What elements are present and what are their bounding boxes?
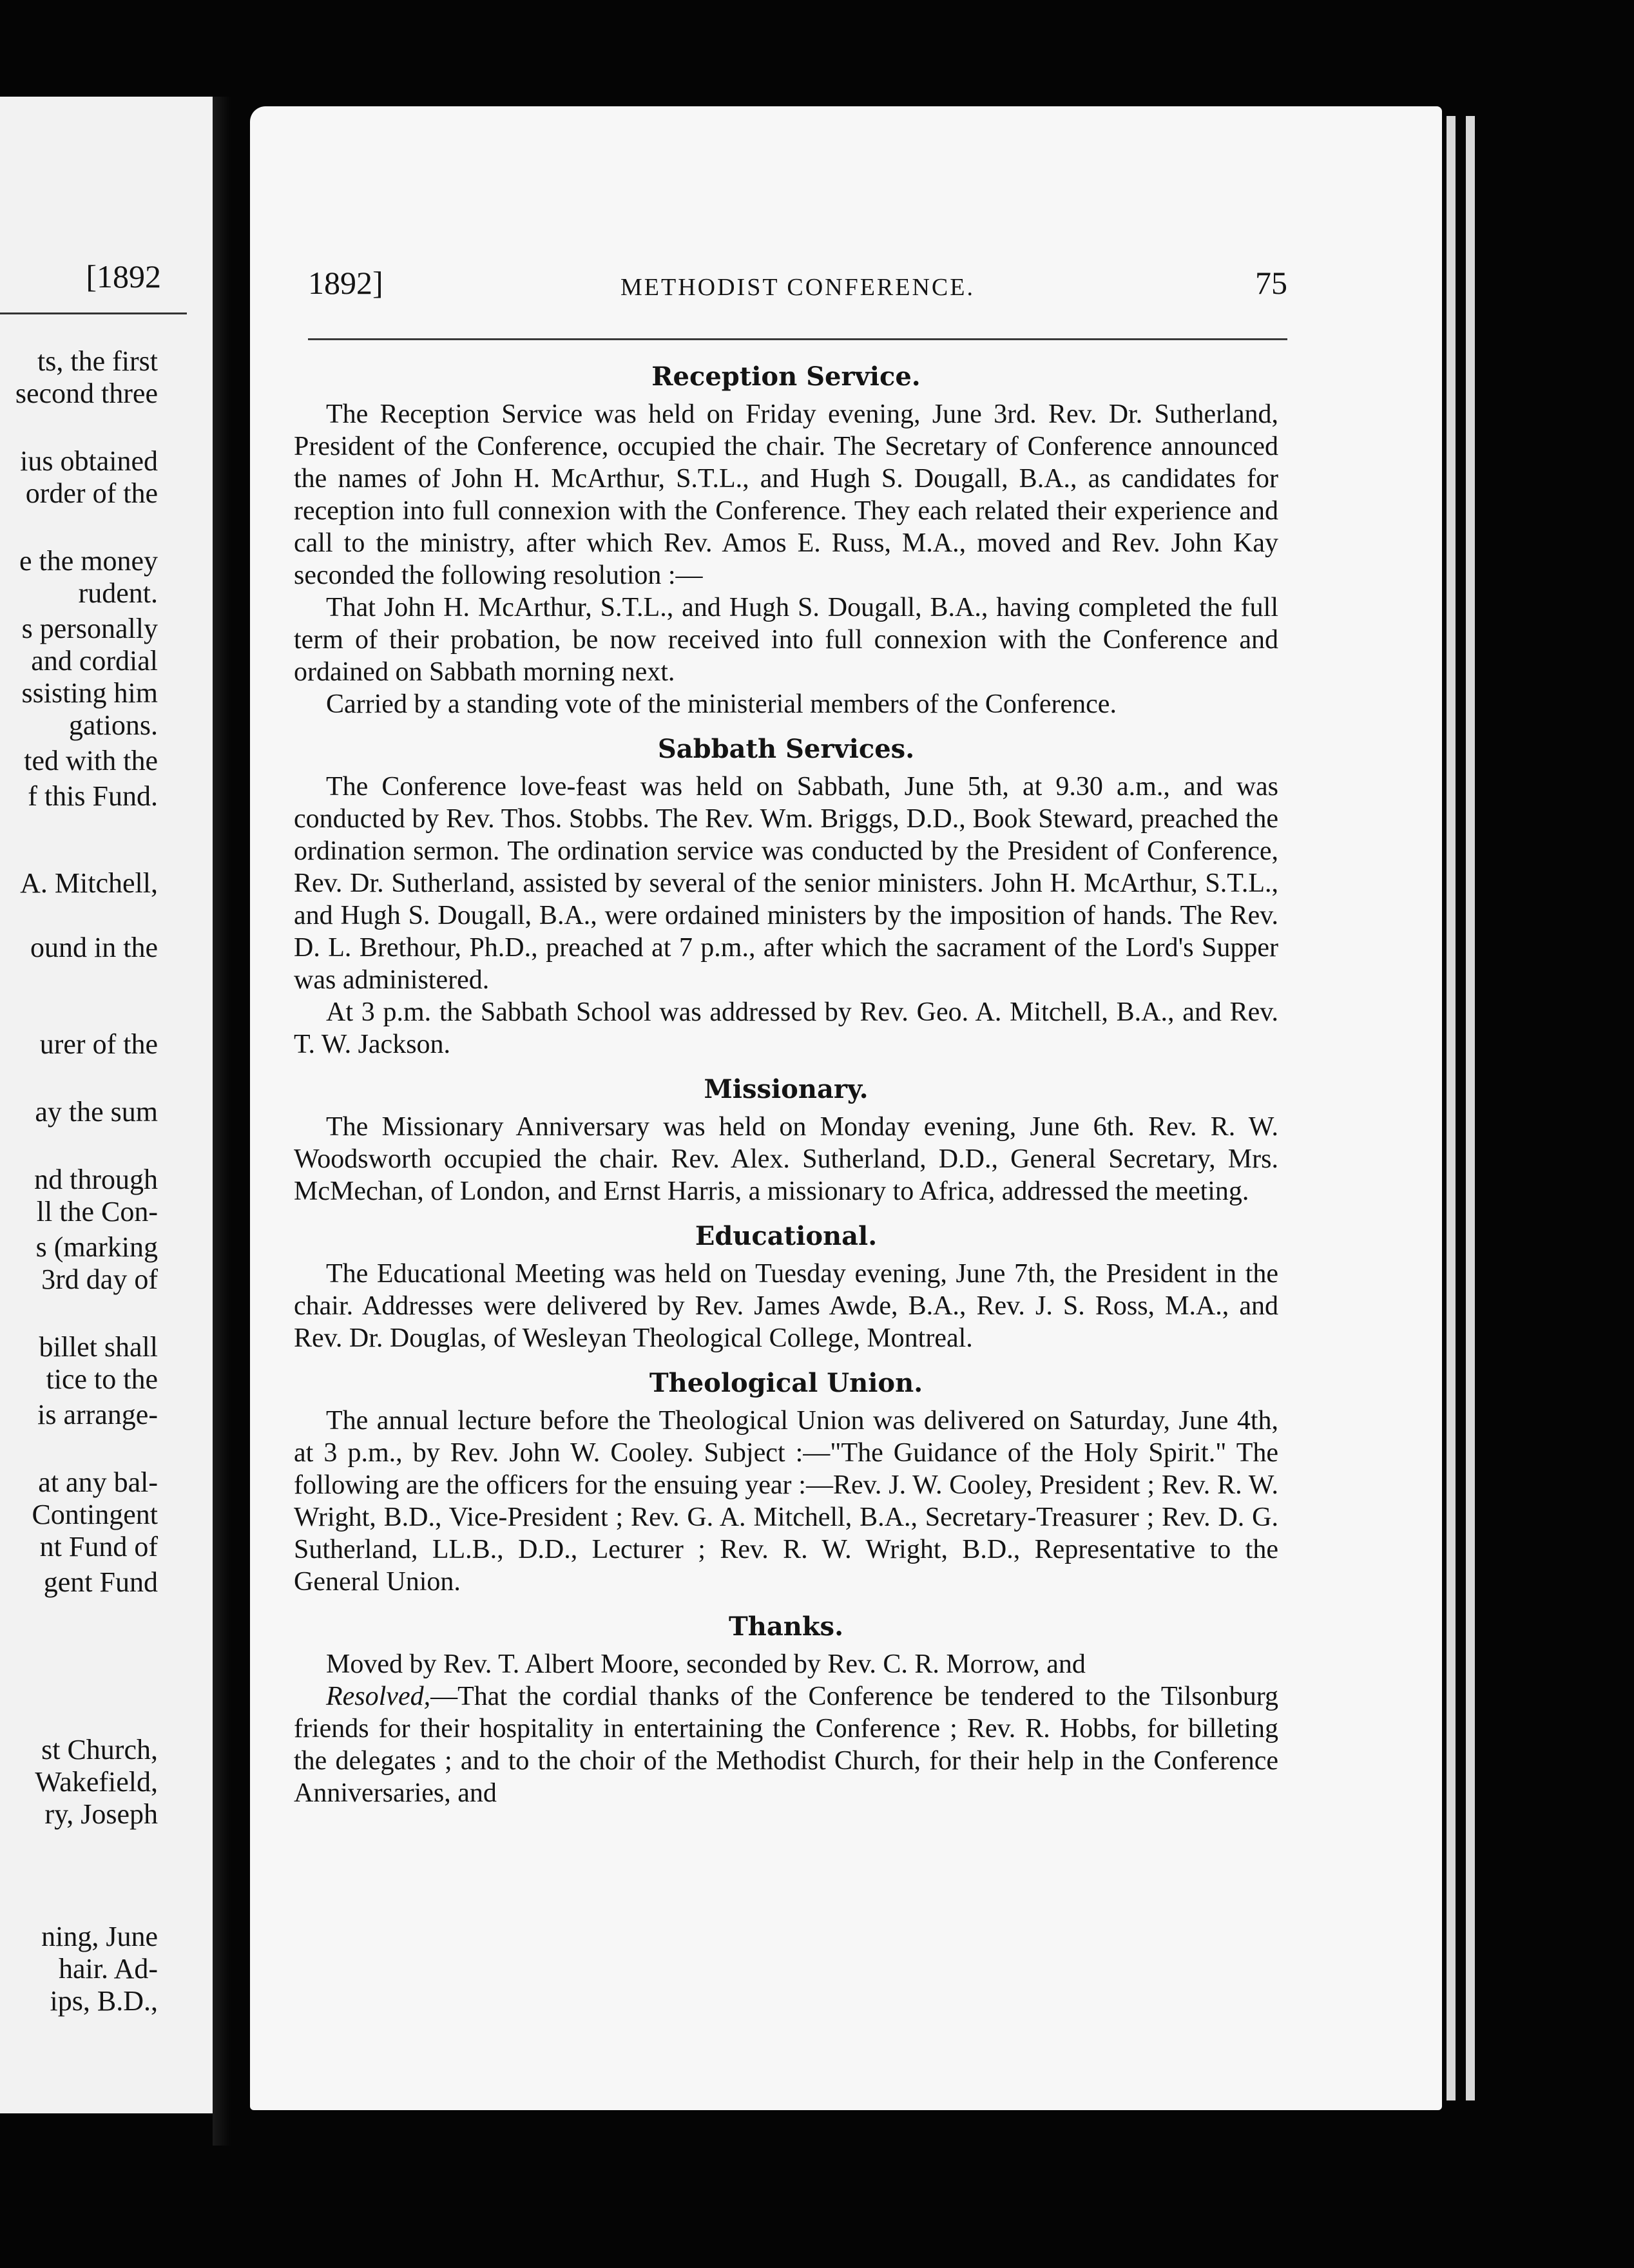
facing-header-rule — [0, 312, 187, 314]
main-page — [250, 106, 1442, 2110]
book-gutter — [213, 97, 231, 2146]
section-heading: Theological Union. — [649, 1368, 923, 1398]
section-heading: Educational. — [695, 1221, 878, 1251]
facing-page-line: rudent. — [78, 577, 158, 609]
header-year: 1892] — [308, 265, 383, 301]
section-heading: Sabbath Services. — [657, 734, 915, 764]
resolved-emphasis: Resolved, — [326, 1682, 431, 1711]
section-paragraph: That John H. McArthur, S.T.L., and Hugh S. Dougall, B.A., having completed the full term of their probation, be now received into full connexion with the Conference and ordained on Sabbath morning next. — [294, 593, 1278, 687]
facing-page-line: A. Mitchell, — [20, 867, 158, 899]
facing-page-line: billet shall — [39, 1331, 158, 1363]
page-content — [294, 348, 1278, 1809]
facing-page-line: 3rd day of — [41, 1264, 158, 1295]
facing-page-line: ay the sum — [35, 1096, 158, 1128]
facing-page-line: order of the — [25, 477, 158, 509]
section-paragraph: The annual lecture before the Theological Union was delivered on Saturday, June 4th, at 3 p.m., by Rev. John W. Cooley. Subject :—"The Guidance of the Holy Spirit." The following are the officers for the ensuing year :—Rev. J. W. Cooley, President ; Rev. R. W. Wright, B.D., Vice-President ; Rev. G. A. Mitchell, B.A., Secretary-Treasurer ; Rev. D. G. Sutherland, LL.B., D.D., Lecturer ; Rev. R. W. Wright, B.D., Representative to the General Union. — [294, 1406, 1278, 1597]
facing-page-header: [1892 — [86, 258, 161, 294]
page-number: 75 — [1255, 265, 1287, 301]
facing-page-line: ll the Con- — [36, 1196, 158, 1227]
facing-page-line: s personally — [21, 613, 158, 644]
facing-page-line: ted with the — [24, 745, 158, 776]
section-heading: Thanks. — [728, 1611, 843, 1642]
section-paragraph: At 3 p.m. the Sabbath School was addressed by Rev. Geo. A. Mitchell, B.A., and Rev. T. W. Jackson. — [294, 997, 1278, 1059]
facing-page-line: ius obtained — [20, 445, 158, 477]
facing-page-line: urer of the — [39, 1028, 158, 1060]
facing-page-line: nt Fund of — [39, 1531, 158, 1562]
facing-page-line: ning, June — [41, 1921, 158, 1952]
page-edge — [1447, 116, 1456, 2100]
facing-page-line: s (marking — [35, 1231, 158, 1263]
facing-page-line: ound in the — [30, 932, 158, 963]
section-paragraph: The Reception Service was held on Friday evening, June 3rd. Rev. Dr. Sutherland, President of the Conference, occupied the chair. The Secretary of Conference announced the names of John H. McArthur, S.T.L., and Hugh S. Dougall, B.A., as candidates for reception into full connexion with the Conference. They each related their experience and call to the ministry, after which Rev. Amos E. Russ, M.A., moved and Rev. John Kay seconded the following resolution :— — [294, 399, 1278, 590]
facing-page-line: gent Fund — [43, 1566, 158, 1598]
facing-page-line: Contingent — [32, 1499, 158, 1530]
facing-page-line: at any bal- — [38, 1466, 158, 1498]
header-rule — [308, 338, 1287, 340]
header-title: METHODIST CONFERENCE. — [620, 274, 975, 301]
section-heading: Missionary. — [704, 1074, 869, 1104]
facing-page-line: ts, the first — [37, 345, 158, 377]
facing-page-line: gations. — [68, 709, 158, 741]
facing-page-line: Wakefield, — [35, 1766, 158, 1798]
section-paragraph: The Conference love-feast was held on Sabbath, June 5th, at 9.30 a.m., and was conducted by Rev. Thos. Stobbs. The Rev. Wm. Briggs, D.D., Book Steward, preached the ordination sermon. The ordination service was conducted by the President of Conference, Rev. Dr. Sutherland, assisted by several of the senior ministers. John H. McArthur, S.T.L., and Hugh S. Dougall, B.A., were ordained ministers by the imposition of hands. The Rev. D. L. Brethour, Ph.D., preached at 7 p.m., after which the sacrament of the Lord's Supper was administered. — [294, 772, 1278, 995]
running-header — [308, 264, 1287, 309]
facing-page-line: is arrange- — [37, 1399, 158, 1430]
facing-page-line: ssisting him — [21, 677, 158, 709]
facing-page — [0, 97, 213, 2113]
facing-page-line: e the money — [19, 545, 158, 577]
facing-page-line: second three — [15, 378, 158, 409]
page-edge — [1466, 116, 1475, 2100]
section-paragraph: Resolved,—That the cordial thanks of the Conference be tendered to the Tilsonburg friends for their hospitality in entertaining the Conference ; Rev. R. Hobbs, for billeting the delegates ; and to the choir of the Methodist Church, for their help in the Conference Anniversaries, and — [294, 1682, 1278, 1808]
facing-page-line: ry, Joseph — [44, 1798, 158, 1830]
facing-page-line: hair. Ad- — [59, 1953, 158, 1984]
facing-page-line: f this Fund. — [28, 780, 158, 812]
section-heading: Reception Service. — [651, 361, 921, 392]
facing-page-line: and cordial — [31, 645, 158, 677]
facing-page-line: ips, B.D., — [50, 1985, 158, 2017]
section-paragraph: Carried by a standing vote of the ministerial members of the Conference. — [326, 689, 1117, 719]
facing-page-line: tice to the — [46, 1363, 158, 1395]
section-paragraph: The Educational Meeting was held on Tuesday evening, June 7th, the President in the chair. Addresses were delivered by Rev. James Awde, B.A., Rev. J. S. Ross, M.A., and Rev. Dr. Douglas, of Wesleyan Theological College, Montreal. — [294, 1259, 1278, 1353]
facing-page-line: st Church, — [41, 1734, 158, 1765]
facing-page-line: nd through — [34, 1164, 158, 1195]
section-paragraph: Moved by Rev. T. Albert Moore, seconded by Rev. C. R. Morrow, and — [326, 1649, 1086, 1679]
section-paragraph: The Missionary Anniversary was held on Monday evening, June 6th. Rev. R. W. Woodsworth occupied the chair. Rev. Alex. Sutherland, D.D., General Secretary, Mrs. McMechan, of London, and Ernst Harris, a missionary to Africa, addressed the meeting. — [294, 1112, 1278, 1206]
